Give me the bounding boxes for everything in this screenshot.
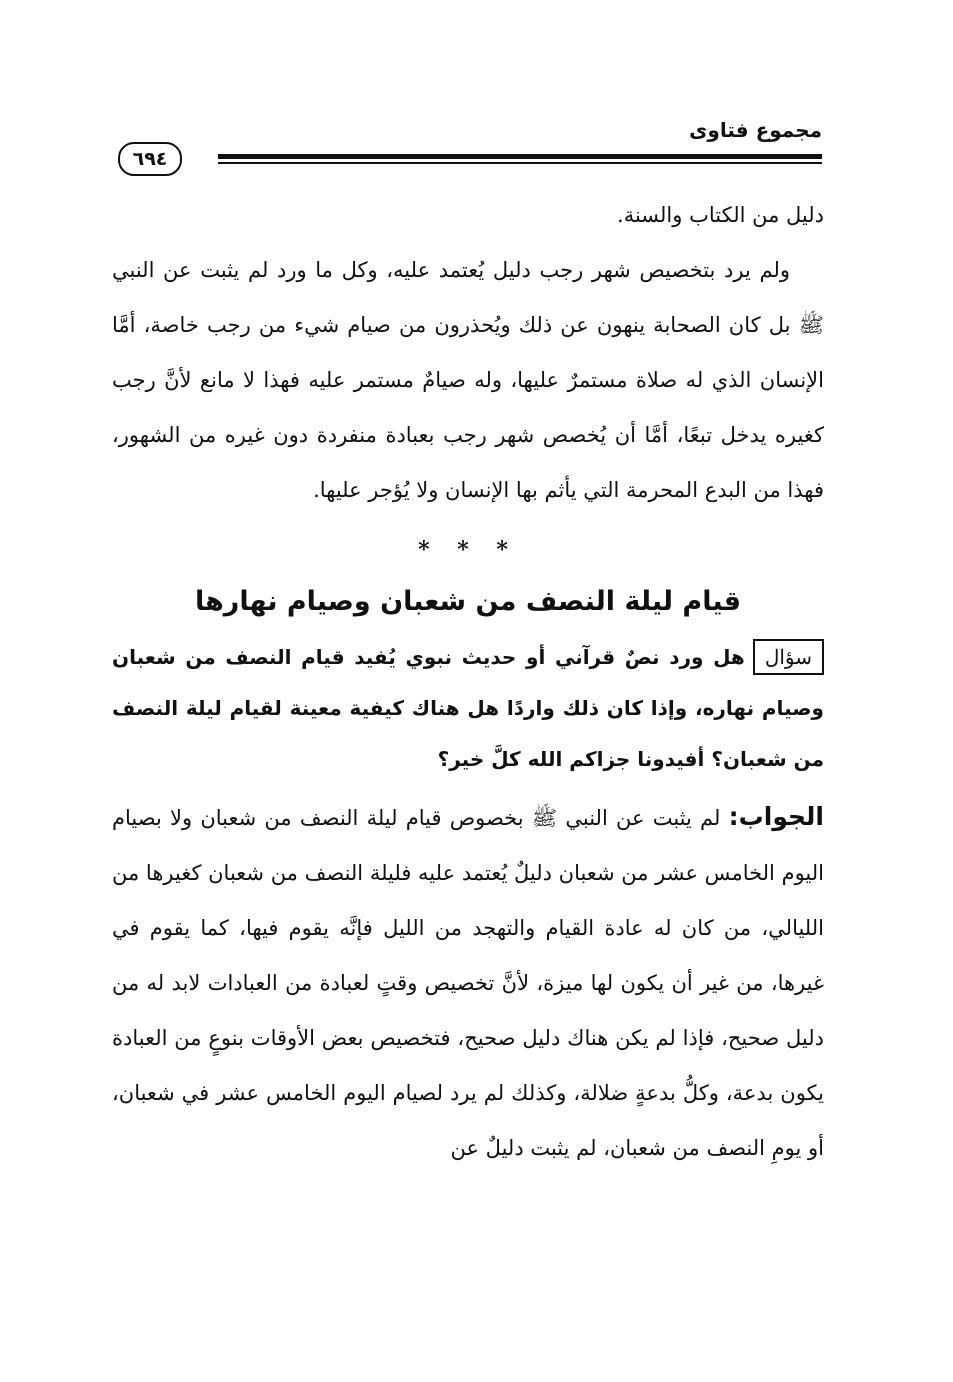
- paragraph-continuation: دليل من الكتاب والسنة.: [617, 203, 824, 227]
- book-title: مجموع فتاوى: [689, 118, 822, 142]
- paragraph-rajab: ولم يرد بتخصيص شهر رجب دليل يُعتمد عليه، وكل ما ورد لم يثبت عن النبي ﷺ بل كان الصحابة ينهون عن ذلك ويُحذرون من صيام شيء من رجب خاصة، أمَّا الإنسان الذي له صلاة مستمرٌ عليها، وله صيامٌ مستمر عليه فهذا لا مانع لأنَّ رجب كغيره يدخل تبعًا، أمَّا أن يُخصص شهر رجب بعبادة منفردة دون غيره من الشهور، فهذا من البدع المحرمة التي يأثم بها الإنسان ولا يُؤجر عليها.: [112, 258, 824, 502]
- section-title: قيام ليلة النصف من شعبان وصيام نهارها: [194, 586, 742, 617]
- answer-block: [112, 789, 824, 1176]
- section-separator: * * *: [418, 537, 518, 563]
- question-label: سؤال: [753, 639, 824, 675]
- question-text: هل ورد نصٌ قرآني أو حديث نبوي يُفيد قيام النصف من شعبان وصيام نهاره، وإذا كان ذلك واردًا هل هناك كيفية معينة لقيام ليلة النصف من شعبان؟ أفيدونا جزاكم الله كلَّ خير؟: [112, 645, 824, 771]
- question-block: [112, 632, 824, 785]
- page-number-container: [110, 138, 218, 178]
- page-content: [112, 188, 824, 1176]
- answer-label: الجواب:: [728, 802, 824, 831]
- page-number: ٦٩٤: [118, 142, 182, 176]
- page-header: [110, 116, 822, 176]
- answer-text: لم يثبت عن النبي ﷺ بخصوص قيام ليلة النصف من شعبان ولا بصيام اليوم الخامس عشر من شعبان دليلٌ يُعتمد عليه فليلة النصف من شعبان كغيرها من الليالي، من كان له عادة القيام والتهجد من الليل فإنَّه يقوم فيها، كما يقوم في غيرها، من غير أن يكون لها ميزة، لأنَّ تخصيص وقتٍ لعبادة من العبادات لابد له من دليل صحيح، فإذا لم يكن هناك دليل صحيح، فتخصيص بعض الأوقات بنوعٍ من العبادة يكون بدعة، وكلُّ بدعةٍ ضلالة، وكذلك لم يرد لصيام اليوم الخامس عشر في شعبان، أو يومِ النصف من شعبان، لم يثبت دليلٌ عن: [112, 806, 824, 1160]
